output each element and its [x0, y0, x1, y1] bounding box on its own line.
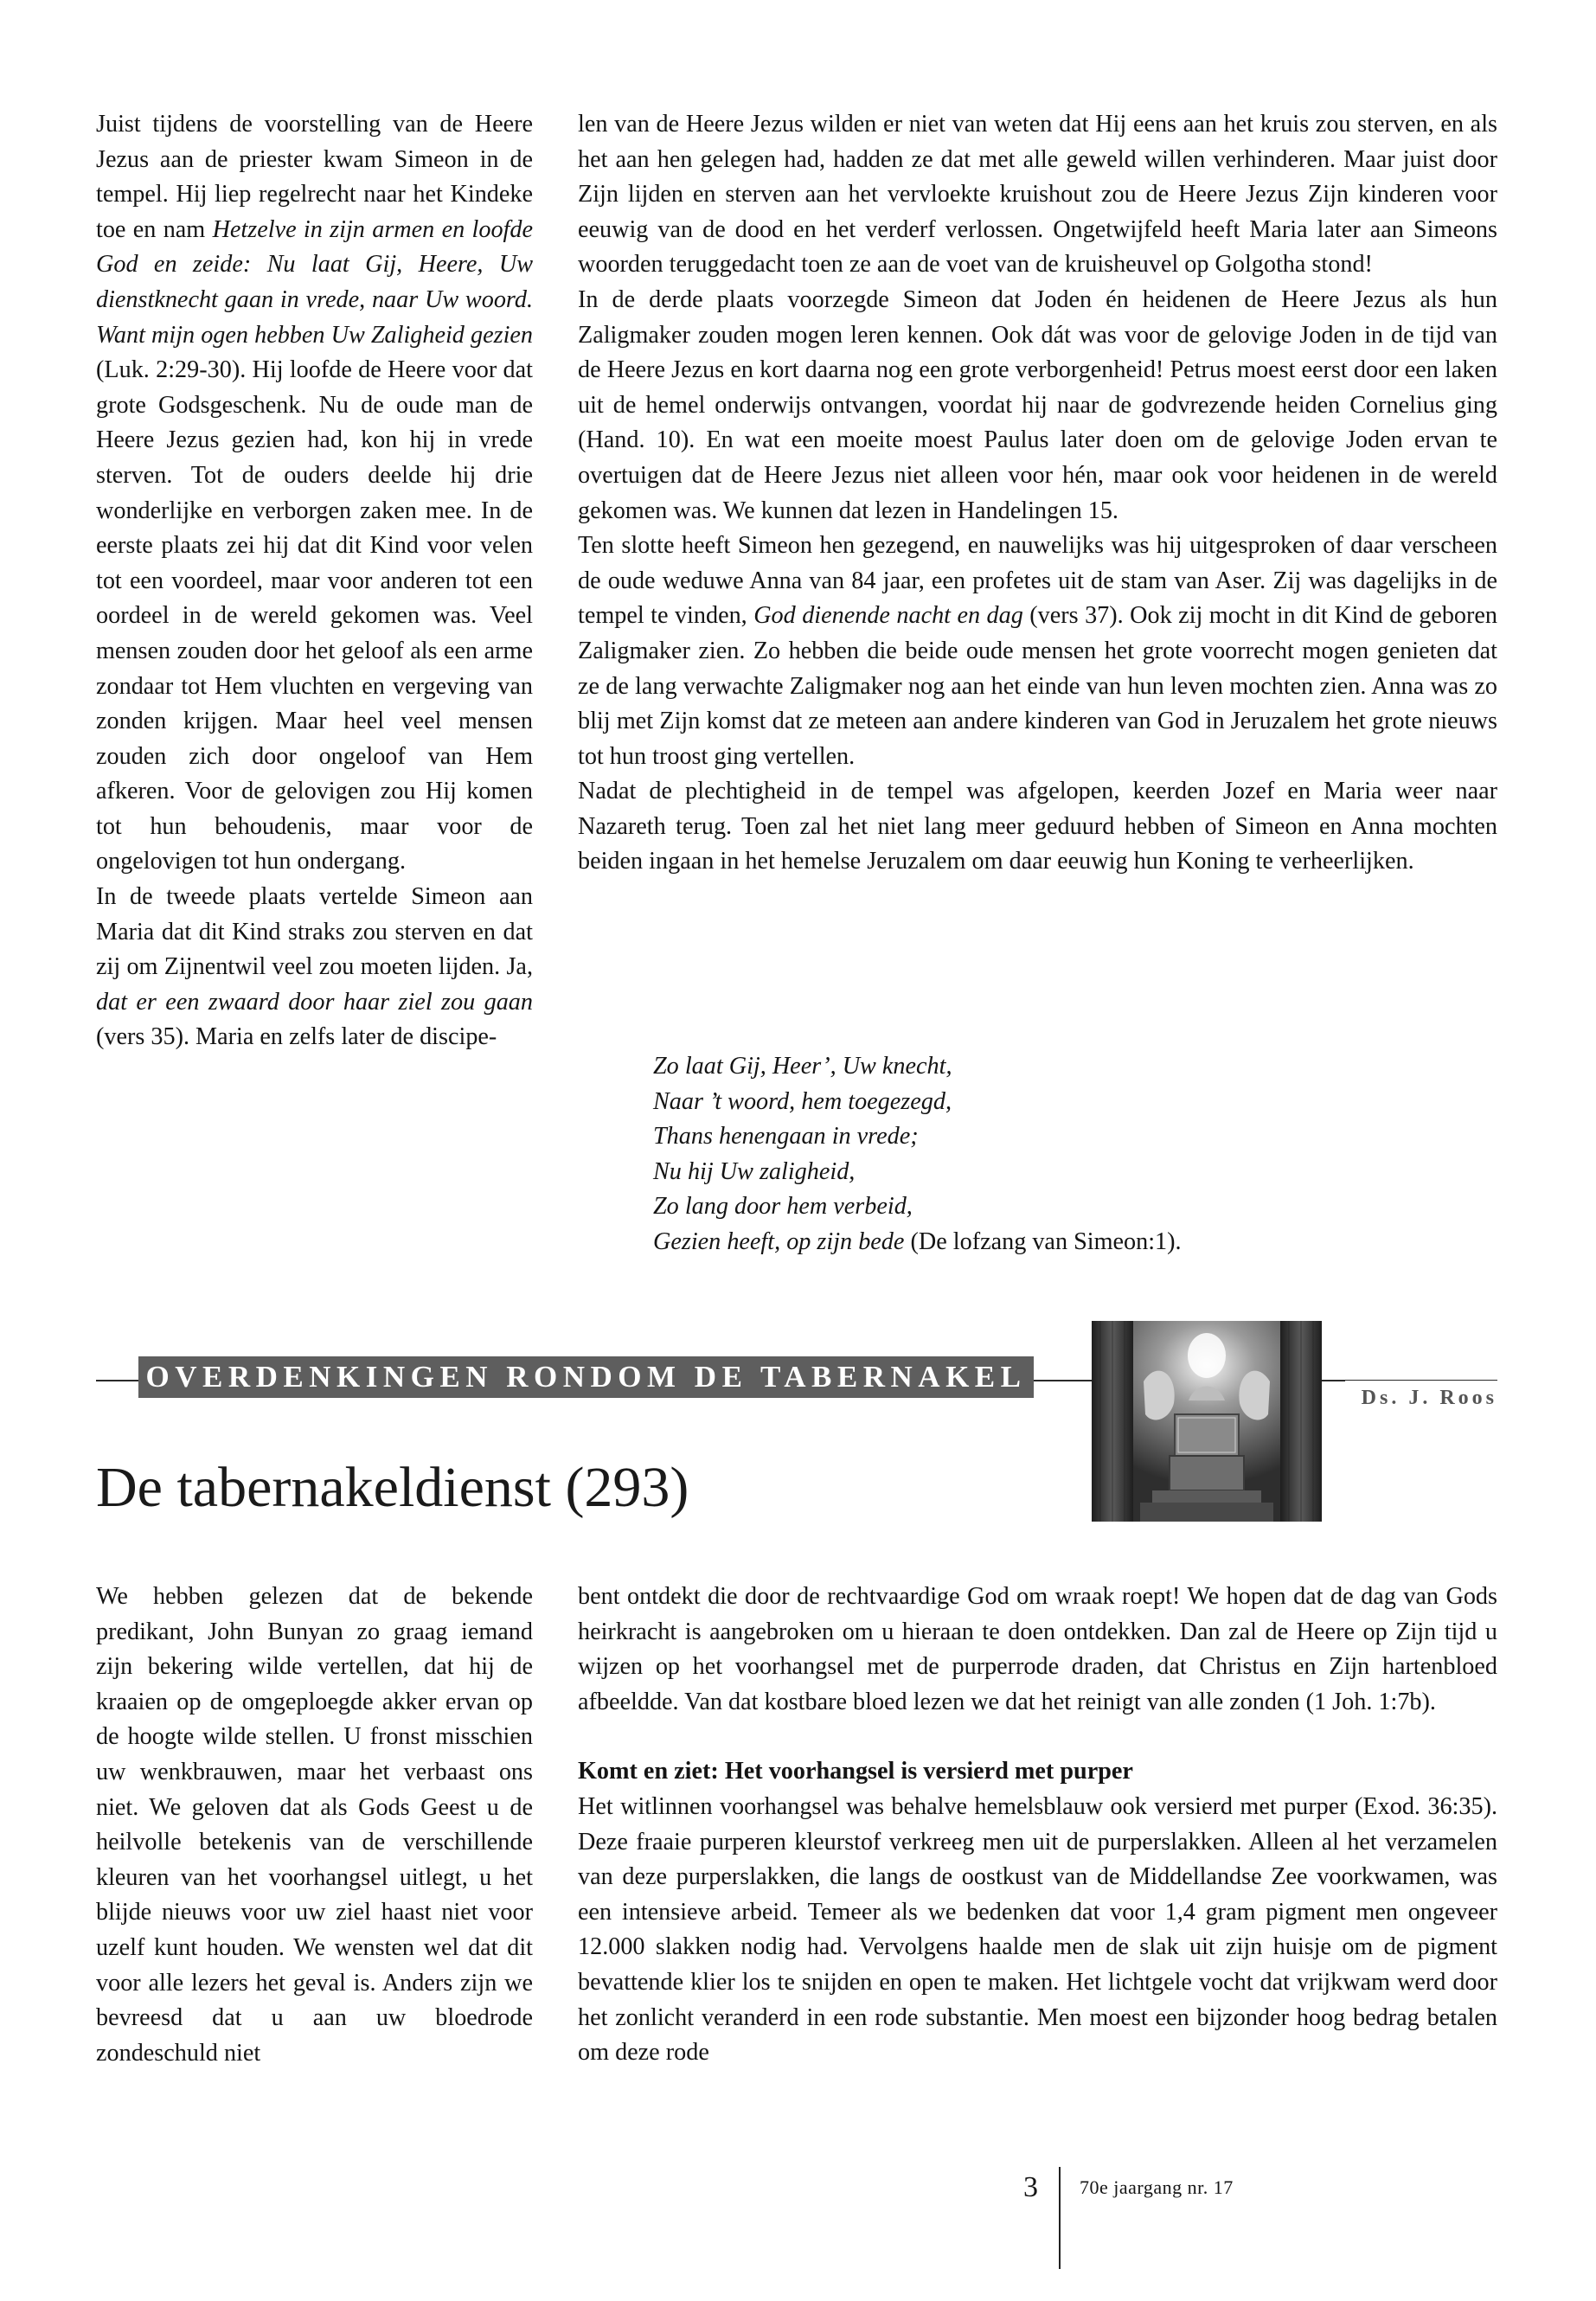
article2-right-column — [578, 1580, 1497, 2071]
poem-line: Zo lang door hem verbeid, — [653, 1193, 913, 1221]
paragraph — [578, 283, 1497, 529]
paragraph — [96, 880, 533, 1055]
article1-left-column — [96, 107, 533, 1055]
poem-line: Gezien heeft, op zijn bede (De lofzang van Simeon:1). — [653, 1227, 1182, 1255]
poem-line: Naar ’t woord, hem toegezegd, — [653, 1087, 952, 1115]
tabernacle-illustration — [1092, 1321, 1322, 1522]
paragraph — [578, 1580, 1497, 1720]
text-run: bent ontdekt die door de rechtvaardige God om wraak roept! We hopen dat de dag van Gods heirkracht is aangebroken om u hieraan te doen ontdekken. Dan zal de Heere op Zijn tijd u wijzen op het voorhangsel met de purperrode draden, dat Christus en Zijn hartenbloed afbeeldde. Van dat kostbare bloed lezen we dat het reinigt van alle zonden (1 Joh. 1:7b). — [578, 1583, 1497, 1715]
paragraph — [96, 1580, 533, 2071]
text-run: Juist tijdens de voorstelling van de Heere Jezus aan de priester kwam Simeon in de tempel. Hij liep regelrecht naar het Kindeke toe en nam — [96, 111, 533, 243]
italic-quote: Hetzelve in zijn armen en loofde God en zeide: Nu laat Gij, Heere, Uw dienstknecht gaan in vrede, naar Uw woord. Want mijn ogen hebben Uw Zaligheid gezien — [96, 215, 533, 349]
text-run: Het witlinnen voorhangsel was behalve hemelsblauw ook versierd met purper (Exod. 36:35). Deze fraaie purperen kleurstof verkreeg men uit de purperslakken. Alleen al het verzamelen van deze purperslakken, die langs de oostkust van de Middellandse Zee voorkwamen, was een intensieve arbeid. Temeer als we bedenken dat voor 1,4 gram pigment men ongeveer 12.000 slakken nodig had. Vervolgens haalde men de slak uit zijn huisje om de pigment bevattende klier los te snijden en open te maken. Het lichtgele vocht dat vrijkwam werd door het zonlicht veranderd in een rode substantie. Men moest een bijzonder hoog bedrag betalen om deze rode — [578, 1792, 1497, 2067]
article2-left-column — [96, 1580, 533, 2071]
psalm-poem — [653, 1049, 1432, 1260]
poem-line: Zo laat Gij, Heer’, Uw knecht, — [653, 1053, 952, 1080]
text-run: Nadat de plechtigheid in de tempel was afgelopen, keerden Jozef en Maria weer naar Nazareth terug. Toen zal het niet lang meer geduurd hebben of Simeon en Anna mochten beiden ingaan in het hemelse Jeruzalem om daar eeuwig hun Koning te verheerlijken. — [578, 778, 1497, 875]
italic-quote: dat er een zwaard door haar ziel zou gaan — [96, 988, 533, 1016]
text-run: (vers 35). Maria en zelfs later de discipe- — [96, 1023, 497, 1051]
paragraph — [578, 774, 1497, 880]
text-run: In de tweede plaats vertelde Simeon aan Maria dat dit Kind straks zou sterven en dat zij om Zijnentwil veel zou moeten lijden. Ja, — [96, 883, 533, 981]
section-banner: OVERDENKINGEN RONDOM DE TABERNAKEL — [138, 1356, 1034, 1398]
poem-line: Nu hij Uw zaligheid, — [653, 1157, 856, 1185]
text-run: We hebben gelezen dat de bekende predikant, John Bunyan zo graag iemand zijn bekering wilde vertellen, dat hij de kraaien op de omgeploegde akker ervan op de hoogte wilde stellen. U fronst misschien uw wenkbrauwen, maar het verbaast ons niet. We geloven dat als Gods Geest u de heilvolle betekenis van de verschillende kleuren van het voorhangsel uitlegt, u het blijde nieuws voor uw ziel haast niet voor uzelf kunt houden. We wensten wel dat dit voor alle lezers het geval is. Anders zijn we bevreesd dat u aan uw bloedrode zondeschuld niet — [96, 1583, 533, 2067]
text-run: len van de Heere Jezus wilden er niet van weten dat Hij eens aan het kruis zou sterven, en als het aan hen gelegen had, hadden ze dat met alle geweld willen verhinderen. Maar juist door Zijn lijden en sterven aan het vervloekte kruishout zou de Heere Jezus Zijn kinderen voor eeuwig van de dood en het verderf verlossen. Ongetwijfeld heeft Maria later aan Simeons woorden teruggedacht toen ze aan de voet van de kruisheuvel op Golgotha stond! — [578, 111, 1497, 279]
text-run: (vers 37). Ook zij mocht in dit Kind de geboren Zaligmaker zien. Zo hebben die beide oude mensen het grote voorrecht mogen genieten dat ze de lang verwachte Zaligmaker nog aan het einde van hun leven mochten zien. Anna was zo blij met Zijn komst dat ze meteen aan andere kinderen van God in Jeruzalem het grote nieuws tot hun troost ging vertellen. — [578, 602, 1498, 770]
article2-right-body — [578, 1790, 1497, 2071]
article-title: De tabernakeldienst (293) — [96, 1456, 689, 1519]
italic-quote: God dienende nacht en dag — [753, 602, 1023, 630]
article2-right-intro — [578, 1580, 1497, 1720]
paragraph — [96, 107, 533, 880]
footer-divider — [1059, 2167, 1061, 2269]
paragraph — [578, 529, 1497, 774]
text-run: Ten slotte heeft Simeon hen gezegend, en nauwelijks was hij uitgesproken of daar verscheen de oude weduwe Anna van 84 jaar, een profetes uit de stam van Aser. Zij was dagelijks in de tempel te vinden, — [578, 532, 1497, 630]
poem-line: Thans henengaan in vrede; — [653, 1123, 919, 1150]
paragraph-gap — [578, 1720, 1497, 1754]
ark-of-covenant-icon — [1092, 1321, 1322, 1522]
author-name: Ds. J. Roos — [1345, 1381, 1497, 1415]
article1-right-column — [578, 107, 1497, 880]
paragraph — [578, 107, 1497, 283]
page-number: 3 — [1023, 2171, 1038, 2203]
text-run: (Luk. 2:29-30). Hij loofde de Heere voor dat grote Godsgeschenk. Nu de oude man de Heere Jezus gezien had, kon hij in vrede sterven. Tot de ouders deelde hij drie wonderlijke en verborgen zaken mee. In de eerste plaats zei hij dat dit Kind voor velen tot een voordeel, maar voor anderen tot een oordeel in de wereld gekomen was. Veel mensen zouden door het geloof als een arme zondaar tot Hem vluchten en vergeving van zonden krijgen. Maar heel veel mensen zouden zich door ongeloof van Hem afkeren. Voor de gelovigen zou Hij komen tot hun behoudenis, maar voor de ongelovigen tot hun ondergang. — [96, 356, 533, 875]
section-subheading: Komt en ziet: Het voorhangsel is versierd met purper — [578, 1758, 1133, 1785]
poem-source: (De lofzang van Simeon:1). — [904, 1227, 1182, 1255]
issue-info: 70e jaargang nr. 17 — [1080, 2176, 1234, 2198]
paragraph — [578, 1790, 1497, 2071]
text-run: In de derde plaats voorzegde Simeon dat Joden én heidenen de Heere Jezus als hun Zaligmaker zouden mogen leren kennen. Ook dát was voor de gelovige Joden in de tijd van de Heere Jezus en kort daarna nog een grote verborgenheid! Petrus moest eerst door een laken uit de hemel onderwijs ontvangen, voordat hij naar de godvrezende heiden Cornelius ging (Hand. 10). En wat een moeite moest Paulus later doen om de gelovige Joden ervan te overtuigen dat de Heere Jezus niet alleen voor hén, maar ook voor heidenen in de wereld gekomen was. We kunnen dat lezen in Handelingen 15. — [578, 285, 1497, 524]
